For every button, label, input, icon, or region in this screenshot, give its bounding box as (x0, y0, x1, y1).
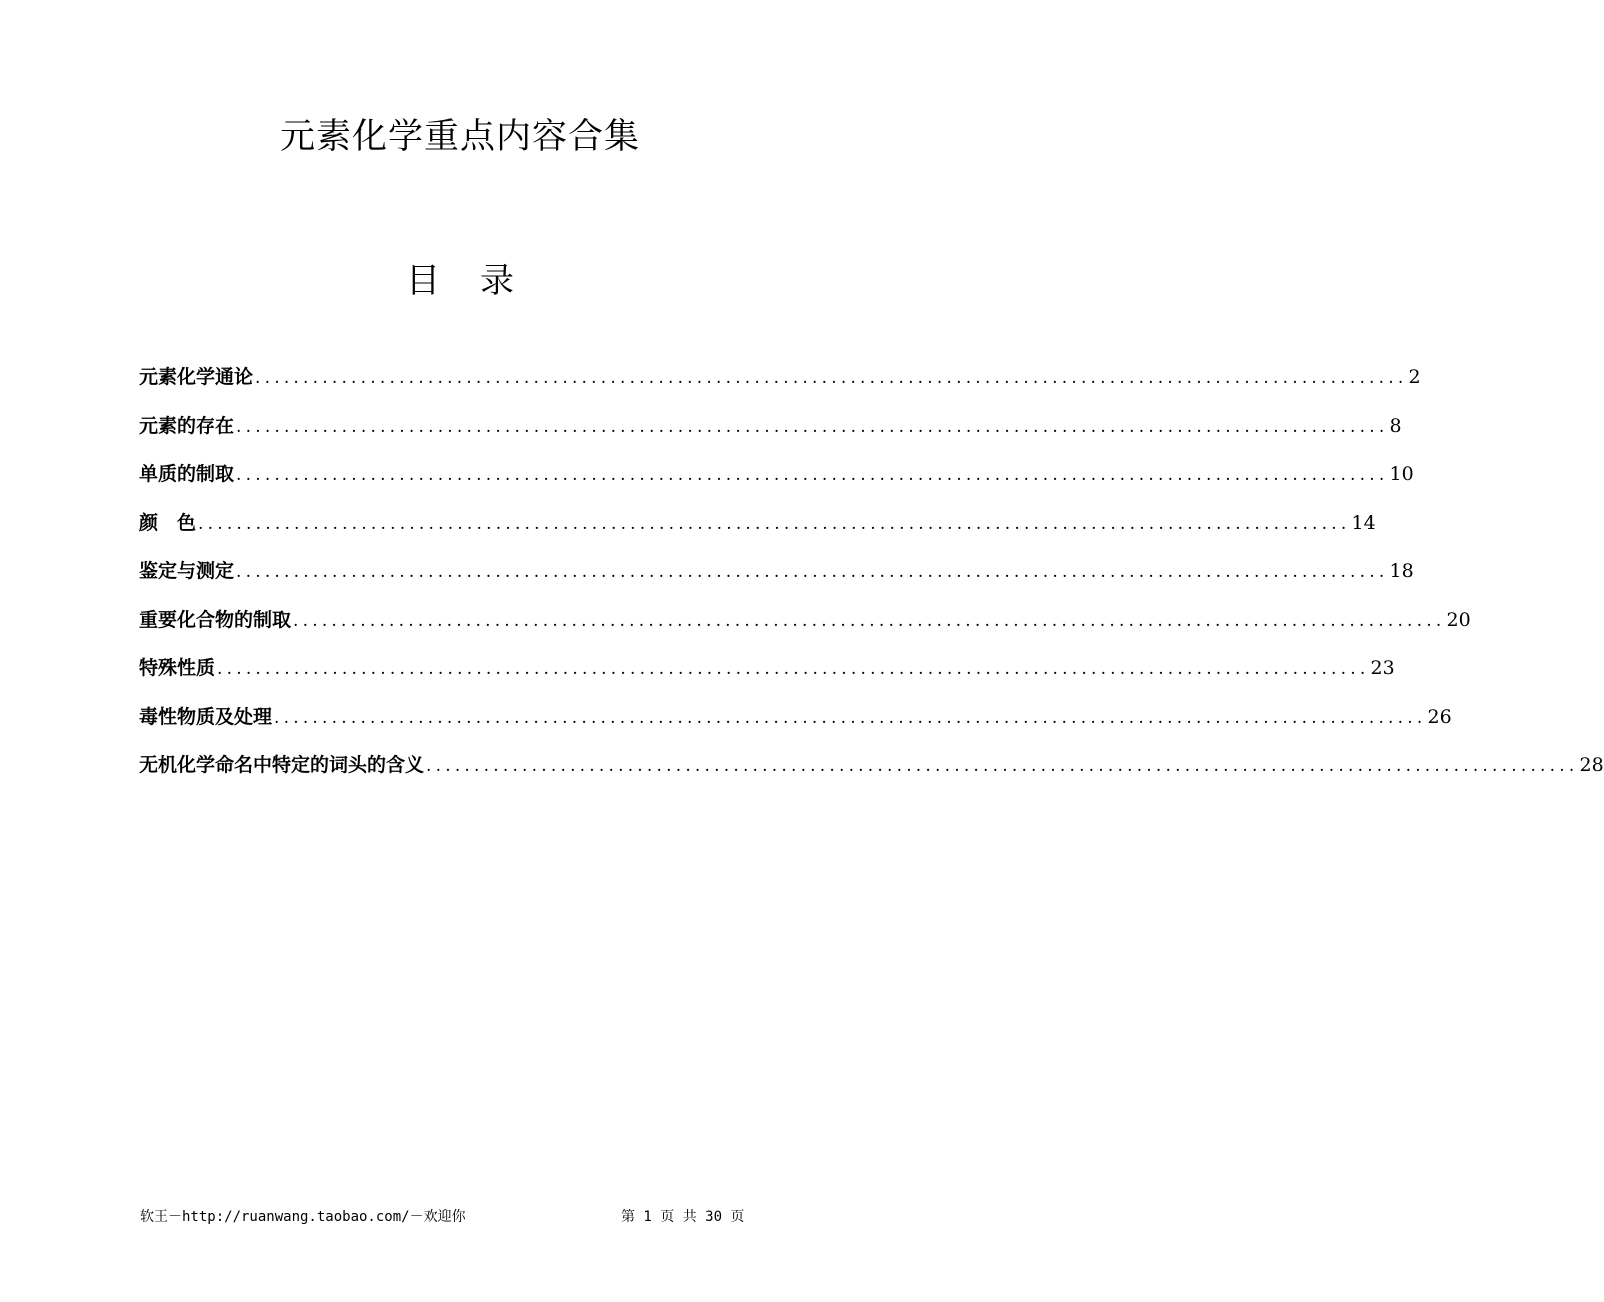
toc-entry[interactable] (139, 409, 1402, 458)
toc-leader-dots: ........................................................................................................................ (274, 707, 1427, 728)
toc-entry-label: 颜 色 (139, 511, 197, 534)
toc-entry-label: 无机化学命名中特定的词头的含义 (139, 754, 425, 776)
footer-page-number: 第 1 页 共 30 页 (621, 1209, 745, 1225)
toc-entry[interactable] (139, 748, 1604, 797)
toc-entry-label: 单质的制取 (139, 463, 235, 485)
toc-leader-dots: ........................................................................................................................ (293, 610, 1446, 631)
toc-entry-label: 毒性物质及处理 (139, 705, 273, 728)
toc-entry-label: 鉴定与测定 (139, 560, 235, 582)
toc-entry[interactable] (139, 554, 1414, 603)
toc-entry-page: 20 (1446, 608, 1471, 631)
table-of-contents (139, 360, 1604, 797)
toc-leader-dots: ........................................................................................................................ (236, 562, 1389, 582)
toc-entry[interactable] (139, 457, 1414, 506)
toc-entry-label: 重要化合物的制取 (139, 608, 292, 631)
toc-entry-page: 10 (1389, 463, 1414, 485)
toc-entry-label: 元素化学通论 (139, 366, 254, 388)
toc-entry-page: 26 (1427, 705, 1452, 728)
toc-leader-dots: ........................................................................................................................ (426, 756, 1579, 776)
toc-leader-dots: ........................................................................................................................ (236, 416, 1389, 437)
toc-heading-char-2: 录 (480, 261, 514, 301)
toc-entry[interactable] (139, 506, 1376, 555)
toc-entry[interactable] (139, 651, 1395, 700)
toc-leader-dots: ........................................................................................................................ (255, 368, 1408, 388)
toc-heading (0, 257, 920, 305)
toc-entry-page: 23 (1370, 657, 1395, 679)
toc-entry-page: 18 (1389, 560, 1414, 582)
toc-entry[interactable] (139, 360, 1421, 409)
toc-entry-page: 14 (1351, 511, 1376, 534)
toc-entry-page: 8 (1389, 414, 1402, 437)
toc-entry-label: 特殊性质 (139, 657, 216, 679)
footer-source: 软王－http://ruanwang.taobao.com/－欢迎你 (140, 1209, 466, 1225)
toc-leader-dots: ........................................................................................................................ (236, 465, 1389, 485)
toc-entry[interactable] (139, 700, 1452, 749)
toc-heading-char-1: 目 (406, 261, 440, 301)
toc-entry-page: 2 (1408, 366, 1421, 388)
toc-leader-dots: ........................................................................................................................ (217, 659, 1370, 679)
toc-leader-dots: ........................................................................................................................ (198, 513, 1351, 534)
document-title: 元素化学重点内容合集 (279, 117, 640, 157)
toc-entry-label: 元素的存在 (139, 414, 235, 437)
toc-entry-page: 28 (1579, 754, 1604, 776)
toc-entry[interactable] (139, 603, 1471, 652)
